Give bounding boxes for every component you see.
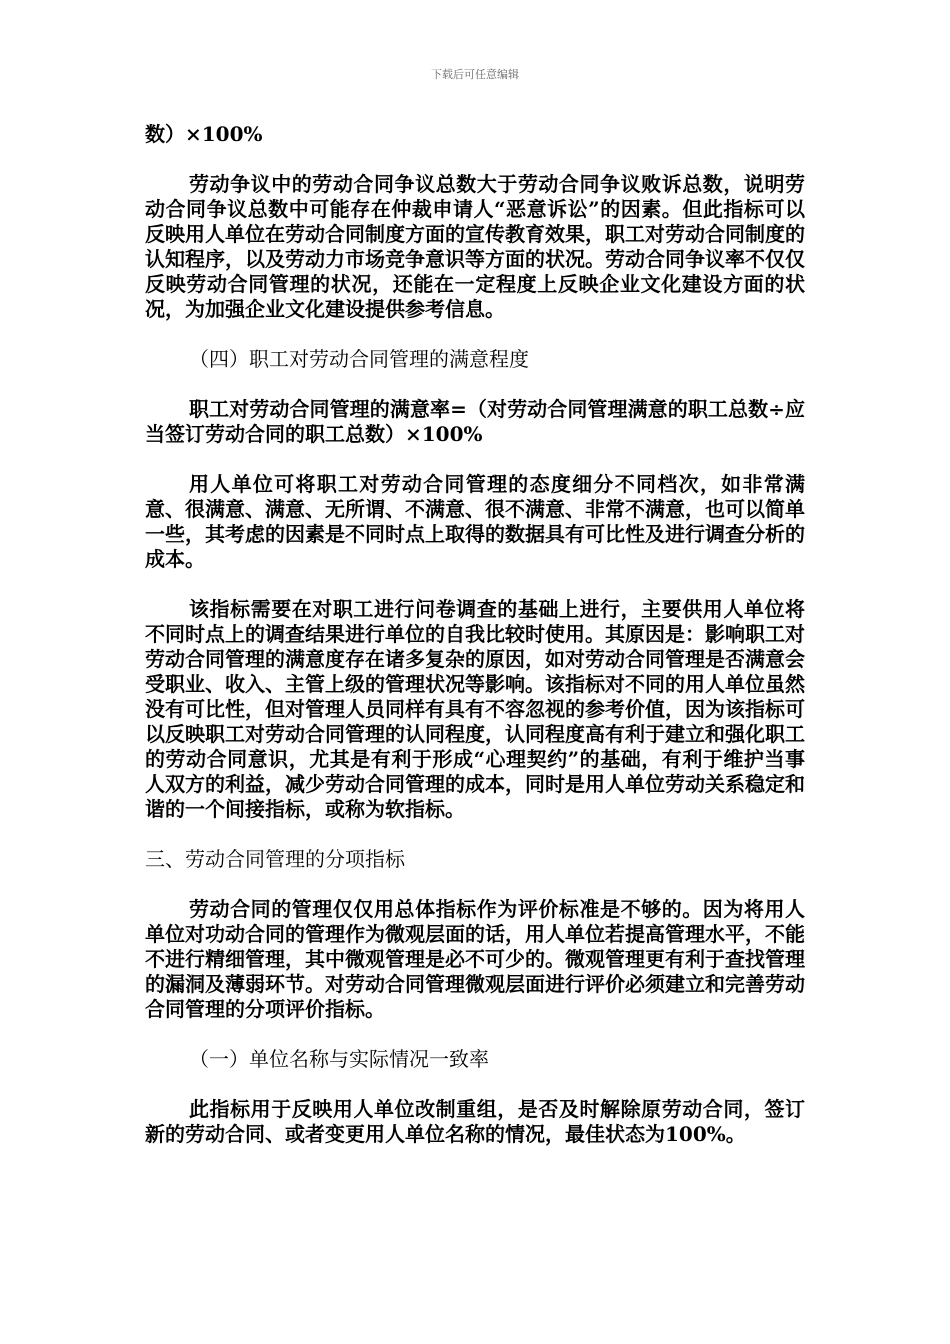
- section-heading-name-consistency: （一）单位名称与实际情况一致率: [189, 1047, 489, 1071]
- paragraph-formula-tail: 数）×100%: [145, 122, 263, 146]
- paragraph-gap: [145, 572, 805, 597]
- paragraph-dispute-rate: 劳动争议中的劳动合同争议总数大于劳动合同争议败诉总数，说明劳动合同争议总数中可能存在仲裁申请人“恶意诉讼”的因素。但此指标可以反映用人单位在劳动合同制度方面的宣传教育效果，职工对劳动合同制度的认知程序，以及劳动力市场竞争意识等方面的状况。劳动合同争议率不仅仅反映劳动合同管理的状况，还能在一定程度上反映企业文化建设方面的状况，为加强企业文化建设提供参考信息。: [145, 172, 805, 321]
- paragraph-gap: [145, 1022, 805, 1047]
- paragraph-micro-management: 劳动合同的管理仅仅用总体指标作为评价标准是不够的。因为将用人单位对功动合同的管理作为微观层面的话，用人单位若提高管理水平，不能不进行精细管理，其中微观管理是必不可少的。微观管理更有利于查找管理的漏洞及薄弱环节。对劳动合同管理微观层面进行评价必须建立和完善劳动合同管理的分项评价指标。: [145, 897, 805, 1021]
- paragraph-satisfaction-levels: 用人单位可将职工对劳动合同管理的态度细分不同档次，如非常满意、很满意、满意、无所谓、不满意、很不满意、非常不满意，也可以简单一些，其考虑的因素是不同时点上取得的数据具有可比性及进行调查分析的成本。: [145, 472, 805, 571]
- header-note: 下载后可任意编辑: [431, 68, 519, 81]
- paragraph-gap: [145, 822, 805, 847]
- paragraph-satisfaction-formula: 职工对劳动合同管理的满意率=（对劳动合同管理满意的职工总数÷应当签订劳动合同的职工总数）×100%: [145, 397, 805, 446]
- paragraph-gap: [145, 372, 805, 397]
- paragraph-gap: [145, 447, 805, 472]
- document-body: [145, 122, 805, 1147]
- paragraph-gap: [145, 1072, 805, 1097]
- paragraph-survey-basis: 该指标需要在对职工进行问卷调查的基础上进行，主要供用人单位将不同时点上的调查结果进行单位的自我比较时使用。其原因是：影响职工对劳动合同管理的满意度存在诸多复杂的原因，如对劳动合同管理是否满意会受职业、收入、主管上级的管理状况等影响。该指标对不同的用人单位虽然没有可比性，但对管理人员同样有具有不容忽视的参考价值，因为该指标可以反映职工对劳动合同管理的认同程度，认同程度高有利于建立和强化职工的劳动合同意识，尤其是有利于形成“心理契约”的基础，有利于维护当事人双方的利益，减少劳动合同管理的成本，同时是用人单位劳动关系稳定和谐的一个间接指标，或称为软指标。: [145, 597, 805, 821]
- paragraph-gap: [145, 322, 805, 347]
- paragraph-gap: [145, 147, 805, 172]
- paragraph-gap: [145, 872, 805, 897]
- section-heading-sub-indicators: 三、劳动合同管理的分项指标: [145, 847, 405, 871]
- section-heading-satisfaction: （四）职工对劳动合同管理的满意程度: [189, 347, 529, 371]
- paragraph-name-consistency: 此指标用于反映用人单位改制重组，是否及时解除原劳动合同，签订新的劳动合同、或者变更用人单位名称的情况，最佳状态为100%。: [145, 1097, 805, 1146]
